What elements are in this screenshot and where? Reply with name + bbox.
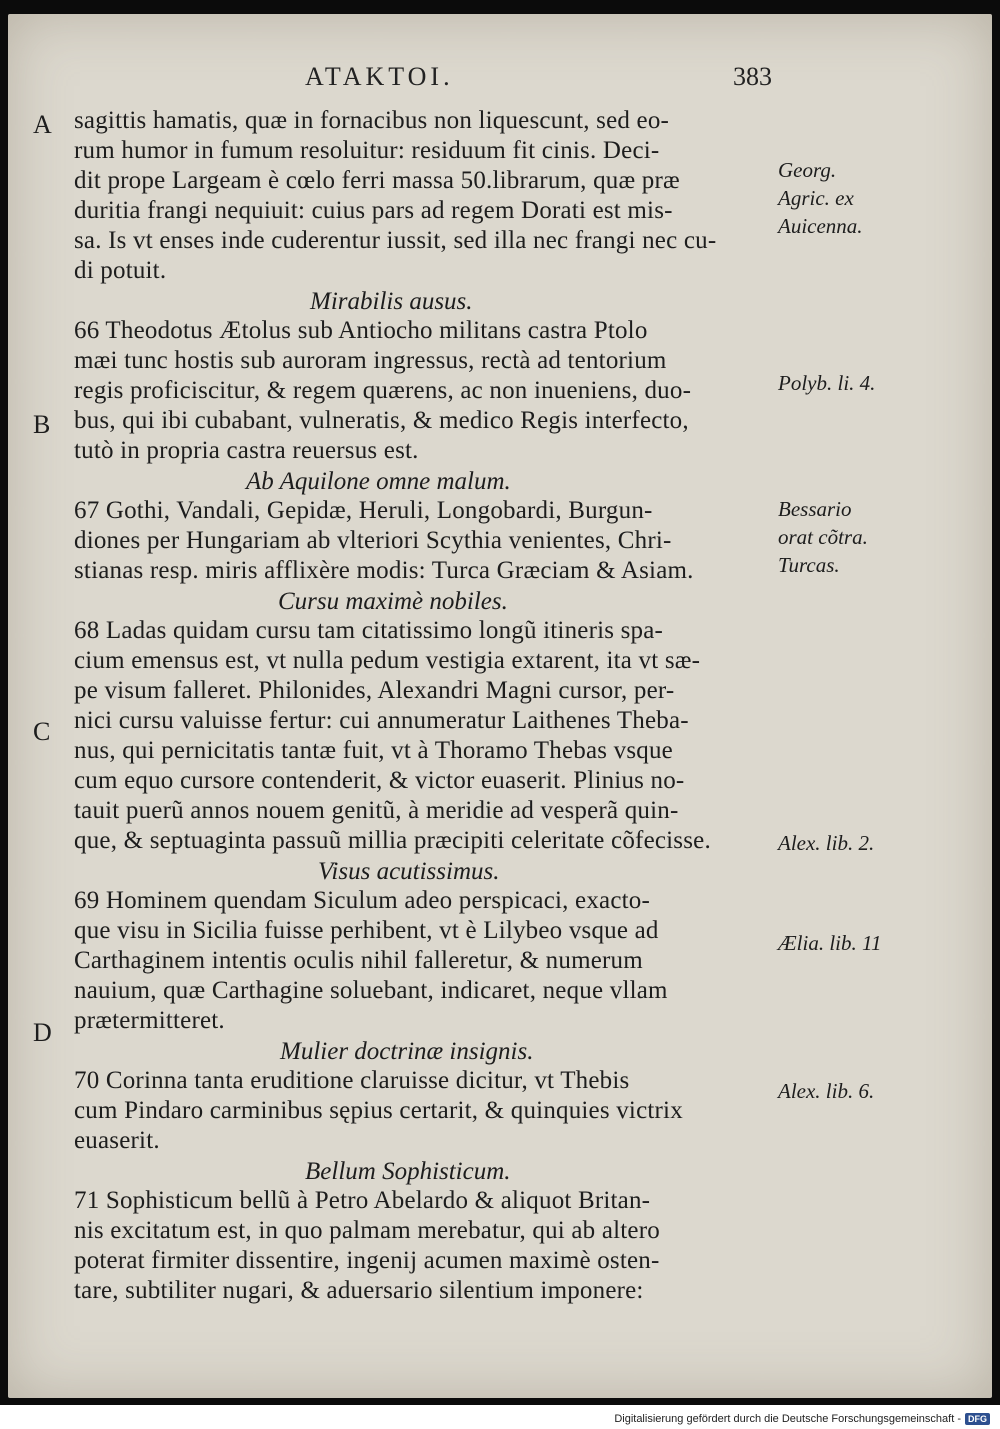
- book-page: [8, 14, 992, 1398]
- margin-note-line: Polyb. li. 4.: [778, 371, 876, 395]
- text-line: 67 Gothi, Vandali, Gepidæ, Heruli, Longobardi, Burgun-: [74, 497, 653, 524]
- margin-note: [778, 495, 868, 579]
- text-line: 66 Theodotus Ætolus sub Antiocho militans castra Ptolo: [74, 317, 648, 344]
- text-line: poterat firmiter dissentire, ingenij acumen maximè osten-: [74, 1247, 660, 1274]
- text-line: mæi tunc hostis sub auroram ingressus, rectà ad tentorium: [74, 347, 667, 374]
- margin-note: [778, 929, 881, 957]
- text-line: Carthaginem intentis oculis nihil falleretur, & numerum: [74, 947, 643, 974]
- margin-note-line: Ælia. lib. 11: [778, 931, 882, 955]
- section-mark-a: A: [33, 110, 52, 139]
- text-line: cum equo cursore contenderit, & victor euaserit. Plinius no-: [74, 767, 685, 794]
- text-line: bus, qui ibi cubabant, vulneratis, & medico Regis interfecto,: [74, 407, 689, 434]
- section-heading: Visus acutissimus.: [318, 858, 500, 885]
- text-line: 69 Hominem quendam Siculum adeo perspicaci, exacto-: [74, 887, 650, 914]
- text-line: tutò in propria castra reuersus est.: [74, 437, 419, 464]
- text-line: 68 Ladas quidam cursu tam citatissimo longũ itineris spa-: [74, 617, 664, 644]
- text-line: pe visum falleret. Philonides, Alexandri Magni cursor, per-: [74, 677, 675, 704]
- margin-note-line: Auicenna.: [778, 214, 863, 238]
- margin-note-line: Alex. lib. 2.: [778, 831, 875, 855]
- section-heading: Bellum Sophisticum.: [305, 1158, 511, 1185]
- footer-credit: Digitalisierung gefördert durch die Deutsche Forschungsgemeinschaft -: [614, 1413, 961, 1425]
- text-line: que, & septuaginta passuũ millia præcipiti celeritate cõfecisse.: [74, 827, 711, 854]
- margin-note-line: Bessario: [778, 497, 852, 521]
- section-mark-d: D: [33, 1018, 52, 1047]
- dfg-logo: DFG: [965, 1413, 990, 1425]
- text-line: nauium, quæ Carthagine soluebant, indicaret, neque vllam: [74, 977, 668, 1004]
- text-line: que visu in Sicilia fuisse perhibent, vt è Lilybeo vsque ad: [74, 917, 659, 944]
- text-line: nus, qui pernicitatis tantæ fuit, vt à Thoramo Thebas vsque: [74, 737, 673, 764]
- text-line: prætermitteret.: [74, 1007, 225, 1034]
- margin-note: [778, 1077, 874, 1105]
- text-line: 71 Sophisticum bellũ à Petro Abelardo & aliquot Britan-: [74, 1187, 651, 1214]
- page-number: 383: [733, 62, 772, 91]
- margin-note: [778, 829, 874, 857]
- footer: [614, 1413, 990, 1425]
- text-line: cium emensus est, vt nulla pedum vestigia extarent, ita vt sæ-: [74, 647, 701, 674]
- text-line: nis excitatum est, in quo palmam merebatur, qui ab altero: [74, 1217, 660, 1244]
- section-mark-b: B: [33, 410, 51, 439]
- text-line: di potuit.: [74, 257, 167, 284]
- margin-note-line: orat cõtra.: [778, 525, 868, 549]
- margin-note-line: Alex. lib. 6.: [778, 1079, 875, 1103]
- text-line: cum Pindaro carminibus sępius certarit, & quinquies victrix: [74, 1097, 683, 1124]
- section-heading: Mirabilis ausus.: [310, 288, 473, 315]
- text-line: nici cursu valuisse fertur: cui annumeratur Laithenes Theba-: [74, 707, 689, 734]
- section-heading: Ab Aquilone omne malum.: [246, 468, 511, 495]
- text-line: dit prope Largeam è cœlo ferri massa 50.librarum, quæ præ: [74, 167, 680, 194]
- margin-note-line: Georg.: [778, 158, 837, 182]
- text-line: euaserit.: [74, 1127, 160, 1154]
- text-line: tauit puerũ annos nouem genitũ, à meridie ad vesperã quin-: [74, 797, 679, 824]
- text-line: stianas resp. miris afflixère modis: Turca Græciam & Asiam.: [74, 557, 694, 584]
- text-line: tare, subtiliter nugari, & aduersario silentium imponere:: [74, 1277, 644, 1304]
- text-line: regis proficiscitur, & regem quærens, ac non inueniens, duo-: [74, 377, 692, 404]
- section-heading: Cursu maximè nobiles.: [278, 588, 508, 615]
- section-mark-c: C: [33, 717, 51, 746]
- text-line: diones per Hungariam ab vlteriori Scythia venientes, Chri-: [74, 527, 672, 554]
- margin-note-line: Agric. ex: [778, 186, 854, 210]
- text-line: rum humor in fumum resoluitur: residuum fit cinis. Deci-: [74, 137, 660, 164]
- text-line: sa. Is vt enses inde cuderentur iussit, sed illa nec frangi nec cu-: [74, 227, 717, 254]
- running-head: ATAKTOI.: [305, 62, 454, 91]
- text-line: sagittis hamatis, quæ in fornacibus non liquescunt, sed eo-: [74, 107, 670, 134]
- margin-note-line: Turcas.: [778, 553, 840, 577]
- text-line: duritia frangi nequiuit: cuius pars ad regem Dorati est mis-: [74, 197, 673, 224]
- margin-note: [778, 369, 875, 397]
- section-heading: Mulier doctrinæ insignis.: [280, 1038, 534, 1065]
- text-line: 70 Corinna tanta eruditione claruisse dicitur, vt Thebis: [74, 1067, 630, 1094]
- margin-note: [778, 156, 863, 240]
